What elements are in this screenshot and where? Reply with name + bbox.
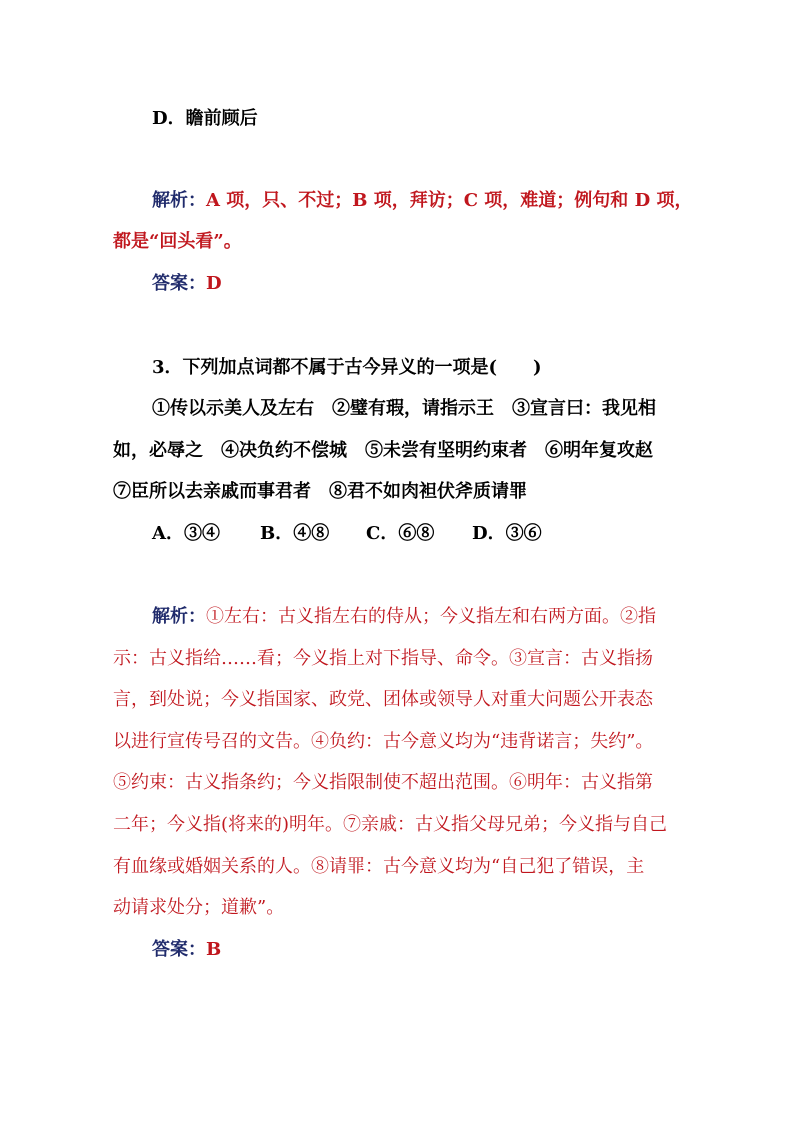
answer-value: D — [206, 273, 222, 294]
analysis-text-continued: ⑤约束：古义指条约；今义指限制使不超出范围。⑥明年：古义指第 — [113, 772, 653, 793]
analysis-text-continued: 有血缘或婚姻关系的人。⑧请罪：古今意义均为“自己犯了错误，主 — [113, 856, 645, 877]
question-items-line: ①传以示美人及左右 ②璧有瑕，请指示王 ③宣言曰：我见相 — [152, 398, 656, 419]
analysis-text-continued: 动请求处分；道歉”。 — [113, 897, 285, 918]
q2-analysis — [152, 190, 692, 212]
analysis-label: 解析： — [152, 190, 206, 211]
analysis-text: A 项，只、不过；B 项，拜访；C 项，难道；例句和 D 项， — [206, 190, 693, 211]
analysis-text-continued: 都是“回头看”。 — [113, 231, 242, 252]
answer-options — [152, 523, 542, 545]
option-a: A．③④ — [152, 523, 220, 544]
analysis-text-continued: 言，到处说；今义指国家、政党、团体或领导人对重大问题公开表态 — [113, 689, 653, 710]
analysis-label: 解析： — [152, 606, 206, 627]
analysis-text: ①左右：古义指左右的侍从；今义指左和右两方面。②指 — [206, 606, 656, 627]
option-c: C．⑥⑧ — [366, 523, 435, 544]
answer-label: 答案： — [152, 273, 206, 294]
question-items-line: ⑦臣所以去亲戚而事君者 ⑧君不如肉袒伏斧质请罪 — [113, 481, 527, 502]
analysis-text-continued: 示：古义指给……看；今义指上对下指导、命令。③宣言：古义指扬 — [113, 648, 653, 669]
question-items-line: 如，必辱之 ④决负约不偿城 ⑤未尝有坚明约束者 ⑥明年复攻赵 — [113, 440, 653, 461]
option-d: D．瞻前顾后 — [152, 108, 258, 129]
q3-answer — [152, 939, 221, 961]
analysis-text-continued: 二年；今义指(将来的)明年。⑦亲戚：古义指父母兄弟；今义指与自己 — [113, 814, 668, 835]
option-d: D．③⑥ — [472, 523, 542, 544]
q3-analysis — [152, 606, 656, 628]
answer-value: B — [206, 939, 222, 960]
answer-label: 答案： — [152, 939, 206, 960]
analysis-text-continued: 以进行宣传号召的文告。④负约：古今意义均为“违背诺言；失约”。 — [113, 731, 654, 752]
option-b: B．④⑧ — [260, 523, 330, 544]
q2-answer — [152, 273, 222, 295]
question-stem: 3．下列加点词都不属于古今异义的一项是( ) — [152, 357, 542, 378]
